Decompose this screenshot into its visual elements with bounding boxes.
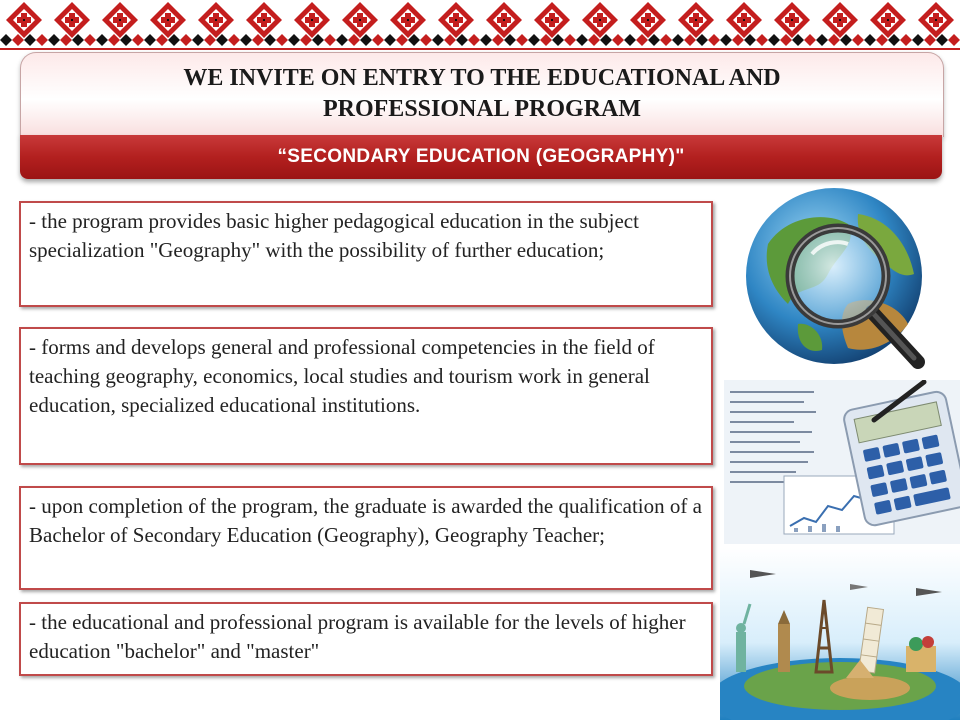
info-box-competencies: - forms and develops general and professional competencies in the field of teaching geography, economics, local studies and tourism work in general education, specialized educational institutions.: [19, 327, 713, 465]
title-line-1: WE INVITE ON ENTRY TO THE EDUCATIONAL AND: [183, 65, 781, 91]
program-name-banner: “SECONDARY EDUCATION (GEOGRAPHY)": [20, 135, 942, 179]
page-title: [62, 63, 902, 125]
info-box-program: - the program provides basic higher pedagogical education in the subject specialization "Geography" with the possibility of further education;: [19, 201, 713, 307]
info-box-qualification: - upon completion of the program, the graduate is awarded the qualification of a Bachelor of Secondary Education (Geography), Geography Teacher;: [19, 486, 713, 590]
travel-landmarks-icon: [720, 548, 960, 720]
globe-magnifier-icon: [738, 184, 938, 376]
info-box-levels: - the educational and professional program is available for the levels of higher education "bachelor" and "master": [19, 602, 713, 676]
embroidery-ornament-band: [0, 0, 960, 52]
calculator-chart-icon: [724, 380, 960, 544]
title-panel: [20, 52, 944, 137]
title-line-2: PROFESSIONAL PROGRAM: [322, 96, 642, 122]
